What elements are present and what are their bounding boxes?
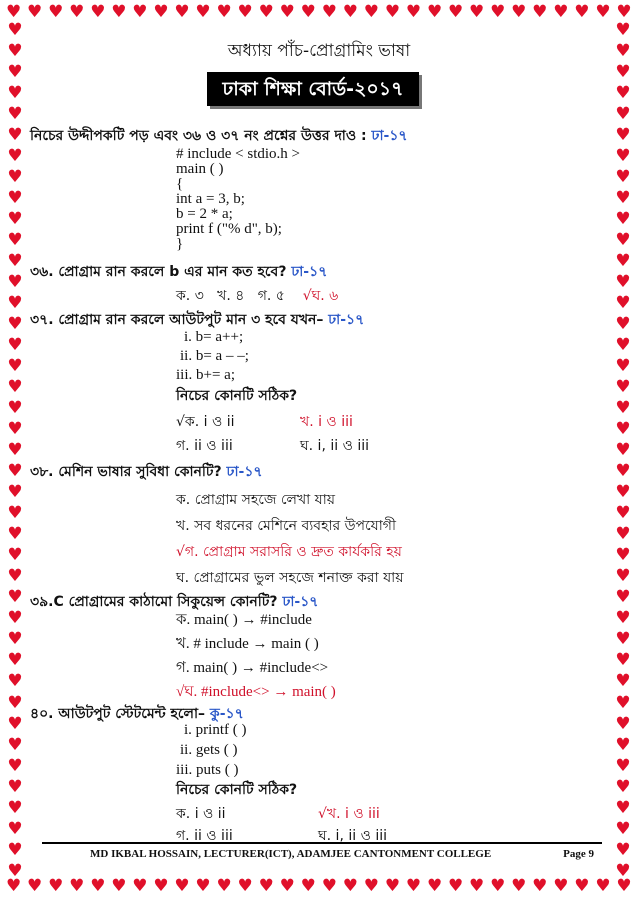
question-tag: কু-১৭ xyxy=(209,706,244,722)
heart-icon: ♥ xyxy=(615,62,631,83)
heart-icon: ♥ xyxy=(7,587,23,608)
question-text: ৩৬. প্রোগ্রাম রান করলে b এর মান কত হবে? xyxy=(30,264,287,280)
statement: ii. b= a – –; xyxy=(180,348,249,364)
heart-icon: ♥ xyxy=(300,2,316,22)
heart-icon: ♥ xyxy=(615,188,631,209)
heart-icon: ♥ xyxy=(615,230,631,251)
heart-icon: ♥ xyxy=(615,650,631,671)
heart-icon: ♥ xyxy=(27,2,43,22)
heart-icon: ♥ xyxy=(7,797,23,818)
heart-icon: ♥ xyxy=(7,167,23,188)
heart-icon: ♥ xyxy=(553,876,569,896)
statement: i. b= a++; xyxy=(184,329,244,345)
heart-icon: ♥ xyxy=(363,2,380,22)
heart-icon: ♥ xyxy=(7,671,23,692)
heart-icon: ♥ xyxy=(615,293,631,314)
left-heart-border xyxy=(4,22,26,880)
heart-icon: ♥ xyxy=(615,146,631,167)
heart-icon: ♥ xyxy=(615,167,631,188)
heart-icon: ♥ xyxy=(7,566,23,587)
heart-icon: ♥ xyxy=(7,692,23,713)
heart-icon: ♥ xyxy=(615,440,631,461)
heart-icon: ♥ xyxy=(490,2,506,22)
heart-icon: ♥ xyxy=(490,876,506,896)
heart-icon: ♥ xyxy=(615,125,631,146)
heart-icon: ♥ xyxy=(615,356,631,377)
heart-icon: ♥ xyxy=(615,713,631,734)
heart-icon: ♥ xyxy=(595,2,611,22)
heart-icon: ♥ xyxy=(7,188,23,209)
question-tag: ঢা-১৭ xyxy=(291,264,328,280)
option: গ. ii ও iii xyxy=(176,438,233,454)
heart-icon: ♥ xyxy=(321,2,337,22)
heart-icon: ♥ xyxy=(153,2,169,22)
heart-icon: ♥ xyxy=(6,2,22,22)
heart-icon: ♥ xyxy=(7,419,23,440)
heart-icon: ♥ xyxy=(553,2,569,22)
code-line: { xyxy=(176,176,184,192)
heart-icon: ♥ xyxy=(7,20,23,40)
heart-icon: ♥ xyxy=(174,2,190,22)
page-number: Page 9 xyxy=(563,848,594,860)
option: √ক. i ও ii xyxy=(176,414,235,430)
question-tag: ঢা-১৭ xyxy=(226,464,263,480)
intro-text: নিচের উদ্দীপকটি পড় এবং ৩৬ ও ৩৭ নং প্রশ্নের উত্তর দাও : xyxy=(30,128,367,144)
option: ক. i ও ii xyxy=(176,806,226,822)
heart-icon: ♥ xyxy=(300,876,316,896)
option: গ. main( ) → #include<> xyxy=(176,660,329,676)
heart-icon: ♥ xyxy=(615,482,631,503)
heart-icon: ♥ xyxy=(615,860,631,881)
heart-icon: ♥ xyxy=(174,876,190,896)
intro-line xyxy=(30,124,408,148)
option: ক. main( ) → #include xyxy=(176,612,312,628)
heart-icon: ♥ xyxy=(7,251,23,272)
heart-icon: ♥ xyxy=(363,876,380,896)
heart-icon: ♥ xyxy=(321,876,337,896)
heart-icon: ♥ xyxy=(426,876,443,896)
heart-icon: ♥ xyxy=(384,2,401,22)
heart-icon: ♥ xyxy=(574,876,590,896)
heart-icon: ♥ xyxy=(615,839,631,860)
heart-icon: ♥ xyxy=(615,671,631,692)
heart-icon: ♥ xyxy=(216,876,232,896)
correct-option: √গ. প্রোগ্রাম সরাসরি ও দ্রুত কার্যকরি হয় xyxy=(176,544,402,560)
heart-icon: ♥ xyxy=(279,2,295,22)
option: ঘ. i, ii ও iii xyxy=(318,828,387,844)
option: খ. i ও iii xyxy=(300,414,353,430)
heart-icon: ♥ xyxy=(511,2,527,22)
heart-icon: ♥ xyxy=(7,230,23,251)
statement: iii. puts ( ) xyxy=(176,762,239,778)
heart-icon: ♥ xyxy=(469,2,485,22)
code-line: b = 2 * a; xyxy=(176,206,233,222)
heart-icon: ♥ xyxy=(447,876,464,896)
code-line: main ( ) xyxy=(176,161,224,177)
heart-icon: ♥ xyxy=(616,2,632,22)
heart-icon: ♥ xyxy=(7,398,23,419)
heart-icon: ♥ xyxy=(7,545,23,566)
code-line: } xyxy=(176,236,184,252)
heart-icon: ♥ xyxy=(615,251,631,272)
heart-icon: ♥ xyxy=(111,2,127,22)
heart-icon: ♥ xyxy=(7,650,23,671)
heart-icon: ♥ xyxy=(7,608,23,629)
heart-icon: ♥ xyxy=(237,2,253,22)
option: খ. # include → main ( ) xyxy=(176,636,319,652)
heart-icon: ♥ xyxy=(7,755,23,776)
heart-icon: ♥ xyxy=(615,314,631,335)
footer-divider xyxy=(42,842,602,844)
heart-icon: ♥ xyxy=(111,876,127,896)
question-text: ৩৯.C প্রোগ্রামের কাঠামো সিকুয়েন্স কোনটি? xyxy=(30,594,278,610)
heart-icon: ♥ xyxy=(615,692,631,713)
code-line: int a = 3, b; xyxy=(176,191,245,207)
prompt: নিচের কোনটি সঠিক? xyxy=(176,782,298,798)
heart-icon: ♥ xyxy=(595,876,611,896)
heart-icon: ♥ xyxy=(7,818,23,839)
heart-icon: ♥ xyxy=(469,876,485,896)
q36-options xyxy=(176,284,338,308)
heart-icon: ♥ xyxy=(7,734,23,755)
code-block xyxy=(176,147,300,252)
board-title: ঢাকা শিক্ষা বোর্ড-২০১৭ xyxy=(207,72,419,106)
bottom-heart-border xyxy=(0,878,638,900)
heart-icon: ♥ xyxy=(615,608,631,629)
heart-icon: ♥ xyxy=(7,146,23,167)
heart-icon: ♥ xyxy=(615,566,631,587)
heart-icon: ♥ xyxy=(7,482,23,503)
heart-icon: ♥ xyxy=(615,41,631,62)
heart-icon: ♥ xyxy=(7,41,23,62)
heart-icon: ♥ xyxy=(532,876,548,896)
heart-icon: ♥ xyxy=(7,335,23,356)
heart-icon: ♥ xyxy=(426,2,443,22)
heart-icon: ♥ xyxy=(615,503,631,524)
heart-icon: ♥ xyxy=(7,440,23,461)
heart-icon: ♥ xyxy=(615,398,631,419)
intro-tag: ঢা-১৭ xyxy=(371,128,408,144)
question-tag: ঢা-১৭ xyxy=(282,594,319,610)
heart-icon: ♥ xyxy=(153,876,169,896)
heart-icon: ♥ xyxy=(7,272,23,293)
question-tag: ঢা-১৭ xyxy=(328,312,365,328)
heart-icon: ♥ xyxy=(90,2,106,22)
question-38 xyxy=(30,460,263,484)
option: খ. সব ধরনের মেশিনে ব্যবহার উপযোগী xyxy=(176,518,396,534)
option: ক. প্রোগ্রাম সহজে লেখা যায় xyxy=(176,492,336,508)
question-text: ৪০. আউটপুট স্টেটমেন্ট হলো– xyxy=(30,706,206,722)
option: ঘ. প্রোগ্রামের ভুল সহজে শনাক্ত করা যায় xyxy=(176,570,404,586)
heart-icon: ♥ xyxy=(7,524,23,545)
heart-icon: ♥ xyxy=(384,876,401,896)
heart-icon: ♥ xyxy=(615,734,631,755)
heart-icon: ♥ xyxy=(132,876,148,896)
option: ক. ৩ xyxy=(176,288,204,304)
question-36 xyxy=(30,260,327,284)
heart-icon: ♥ xyxy=(615,587,631,608)
heart-icon: ♥ xyxy=(7,776,23,797)
heart-icon: ♥ xyxy=(7,125,23,146)
heart-icon: ♥ xyxy=(342,876,358,896)
right-heart-border xyxy=(612,22,634,880)
heart-icon: ♥ xyxy=(615,419,631,440)
correct-option: √ঘ. ৬ xyxy=(302,288,339,304)
heart-icon: ♥ xyxy=(237,876,253,896)
statement: i. printf ( ) xyxy=(184,722,247,738)
footer-author: MD IKBAL HOSSAIN, LECTURER(ICT), ADAMJEE CANTONMENT COLLEGE xyxy=(90,848,492,860)
heart-icon: ♥ xyxy=(90,876,106,896)
code-line: print f ("% d", b); xyxy=(176,221,282,237)
heart-icon: ♥ xyxy=(615,776,631,797)
statement: ii. gets ( ) xyxy=(180,742,238,758)
heart-icon: ♥ xyxy=(615,461,631,482)
heart-icon: ♥ xyxy=(532,2,548,22)
heart-icon: ♥ xyxy=(574,2,590,22)
heart-icon: ♥ xyxy=(615,524,631,545)
chapter-title: অধ্যায় পাঁচ-প্রোগ্রামিং ভাষা xyxy=(227,41,411,61)
heart-icon: ♥ xyxy=(48,876,64,896)
correct-option: √ঘ. #include<> → main( ) xyxy=(176,684,336,700)
heart-icon: ♥ xyxy=(27,876,43,896)
heart-icon: ♥ xyxy=(48,2,64,22)
heart-icon: ♥ xyxy=(7,377,23,398)
question-text: ৩৮. মেশিন ভাষার সুবিধা কোনটি? xyxy=(30,464,222,480)
correct-option: √খ. i ও iii xyxy=(318,806,380,822)
heart-icon: ♥ xyxy=(615,797,631,818)
top-heart-border xyxy=(0,4,638,26)
heart-icon: ♥ xyxy=(615,104,631,125)
heart-icon: ♥ xyxy=(511,876,527,896)
heart-icon: ♥ xyxy=(615,83,631,104)
option: ঘ. i, ii ও iii xyxy=(300,438,369,454)
heart-icon: ♥ xyxy=(615,209,631,230)
heart-icon: ♥ xyxy=(615,755,631,776)
code-line: # include < stdio.h > xyxy=(176,146,300,162)
document-page xyxy=(30,24,608,878)
heart-icon: ♥ xyxy=(616,876,632,896)
heart-icon: ♥ xyxy=(615,377,631,398)
heart-icon: ♥ xyxy=(615,20,631,40)
question-text: ৩৭. প্রোগ্রাম রান করলে আউটপুট মান ৩ হবে যখন– xyxy=(30,312,324,328)
heart-icon: ♥ xyxy=(132,2,148,22)
heart-icon: ♥ xyxy=(195,876,211,896)
statement: iii. b+= a; xyxy=(176,367,235,383)
heart-icon: ♥ xyxy=(279,876,295,896)
heart-icon: ♥ xyxy=(7,503,23,524)
heart-icon: ♥ xyxy=(7,83,23,104)
heart-icon: ♥ xyxy=(7,104,23,125)
heart-icon: ♥ xyxy=(258,876,274,896)
option: গ. ii ও iii xyxy=(176,828,233,844)
heart-icon: ♥ xyxy=(7,314,23,335)
heart-icon: ♥ xyxy=(7,461,23,482)
heart-icon: ♥ xyxy=(7,713,23,734)
heart-icon: ♥ xyxy=(615,272,631,293)
heart-icon: ♥ xyxy=(615,818,631,839)
heart-icon: ♥ xyxy=(342,2,358,22)
heart-icon: ♥ xyxy=(7,356,23,377)
heart-icon: ♥ xyxy=(615,335,631,356)
heart-icon: ♥ xyxy=(7,629,23,650)
heart-icon: ♥ xyxy=(7,209,23,230)
heart-icon: ♥ xyxy=(447,2,464,22)
heart-icon: ♥ xyxy=(405,876,422,896)
heart-icon: ♥ xyxy=(258,2,274,22)
heart-icon: ♥ xyxy=(69,2,85,22)
heart-icon: ♥ xyxy=(216,2,232,22)
heart-icon: ♥ xyxy=(7,860,23,881)
heart-icon: ♥ xyxy=(7,62,23,83)
prompt: নিচের কোনটি সঠিক? xyxy=(176,388,298,404)
heart-icon: ♥ xyxy=(195,2,211,22)
heart-icon: ♥ xyxy=(615,629,631,650)
heart-icon: ♥ xyxy=(405,2,422,22)
heart-icon: ♥ xyxy=(69,876,85,896)
option: গ. ৫ xyxy=(257,288,285,304)
heart-icon: ♥ xyxy=(7,839,23,860)
heart-icon: ♥ xyxy=(615,545,631,566)
option: খ. ৪ xyxy=(217,288,245,304)
heart-icon: ♥ xyxy=(7,293,23,314)
heart-icon: ♥ xyxy=(6,876,22,896)
